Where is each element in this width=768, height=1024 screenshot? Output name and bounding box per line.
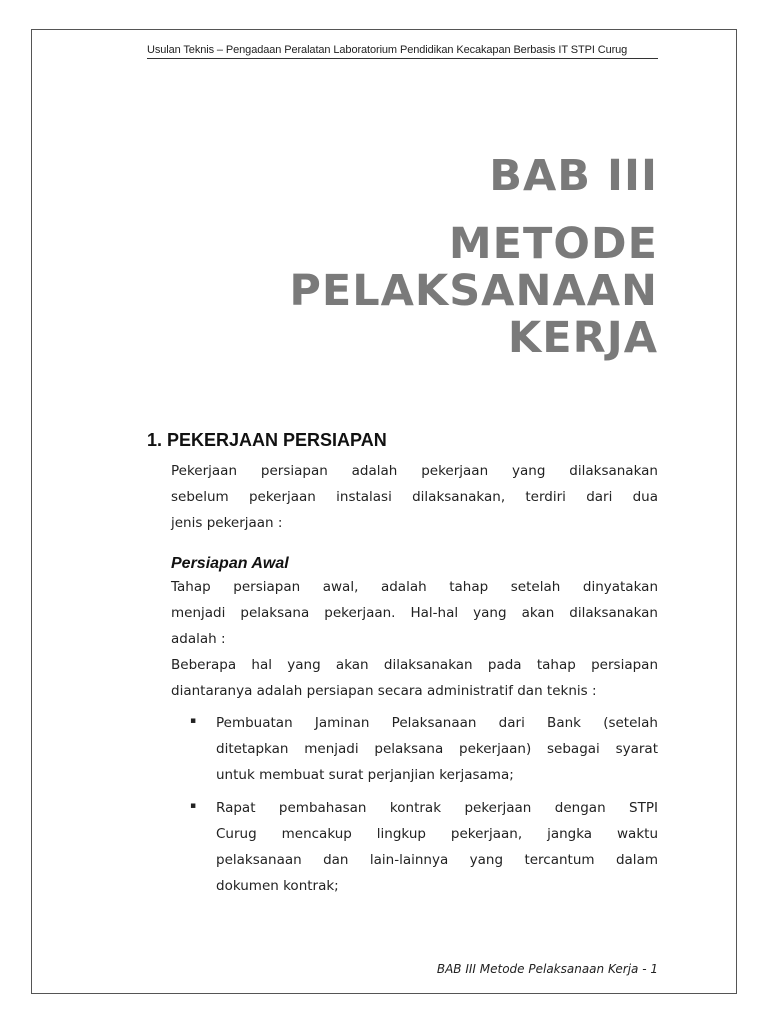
chapter-title: [289, 221, 658, 362]
chapter-title-line: METODE: [448, 219, 658, 269]
paragraph-line: Tahap persiapan awal, adalah tahap setelah dinyatakan: [171, 579, 658, 595]
list-item-line: Curug mencakup lingkup pekerjaan, jangka waktu: [216, 826, 658, 842]
section-heading: 1. PEKERJAAN PERSIAPAN: [147, 430, 387, 450]
list-item-text: [216, 710, 658, 788]
list-item-line: Pembuatan Jaminan Pelaksanaan dari Bank (setelah: [216, 715, 658, 731]
bullet-icon: ▪: [190, 716, 197, 726]
list-item-line: untuk membuat surat perjanjian kerjasama;: [216, 767, 514, 783]
page-footer: BAB III Metode Pelaksanaan Kerja - 1: [436, 962, 658, 976]
paragraph-line: sebelum pekerjaan instalasi dilaksanakan, terdiri dari dua: [171, 489, 658, 505]
bullet-icon: ▪: [190, 801, 197, 811]
subheading: Persiapan Awal: [171, 555, 289, 572]
paragraph-line: Pekerjaan persiapan adalah pekerjaan yang dilaksanakan: [171, 463, 658, 479]
paragraph-line: diantaranya adalah persiapan secara administratif dan teknis :: [171, 683, 597, 699]
intro-paragraph: [171, 458, 658, 536]
paragraph-line: adalah :: [171, 631, 226, 647]
running-header: Usulan Teknis – Pengadaan Peralatan Laboratorium Pendidikan Kecakapan Berbasis IT STPI Curug: [147, 44, 658, 59]
chapter-title-line: PELAKSANAAN: [289, 266, 658, 316]
paragraph-line: Beberapa hal yang akan dilaksanakan pada tahap persiapan: [171, 657, 658, 673]
list-item-line: dokumen kontrak;: [216, 878, 339, 894]
list-item-line: pelaksanaan dan lain-lainnya yang tercantum dalam: [216, 852, 658, 868]
list-item-line: ditetapkan menjadi pelaksana pekerjaan) sebagai syarat: [216, 741, 658, 757]
paragraph-line: menjadi pelaksana pekerjaan. Hal-hal yang akan dilaksanakan: [171, 605, 658, 621]
sub-paragraph: [171, 574, 658, 704]
list-item-line: Rapat pembahasan kontrak pekerjaan dengan STPI: [216, 800, 658, 816]
paragraph-line: jenis pekerjaan :: [171, 515, 283, 531]
list-item-text: [216, 795, 658, 899]
chapter-title-line: KERJA: [507, 313, 658, 363]
chapter-number: BAB III: [489, 151, 658, 201]
